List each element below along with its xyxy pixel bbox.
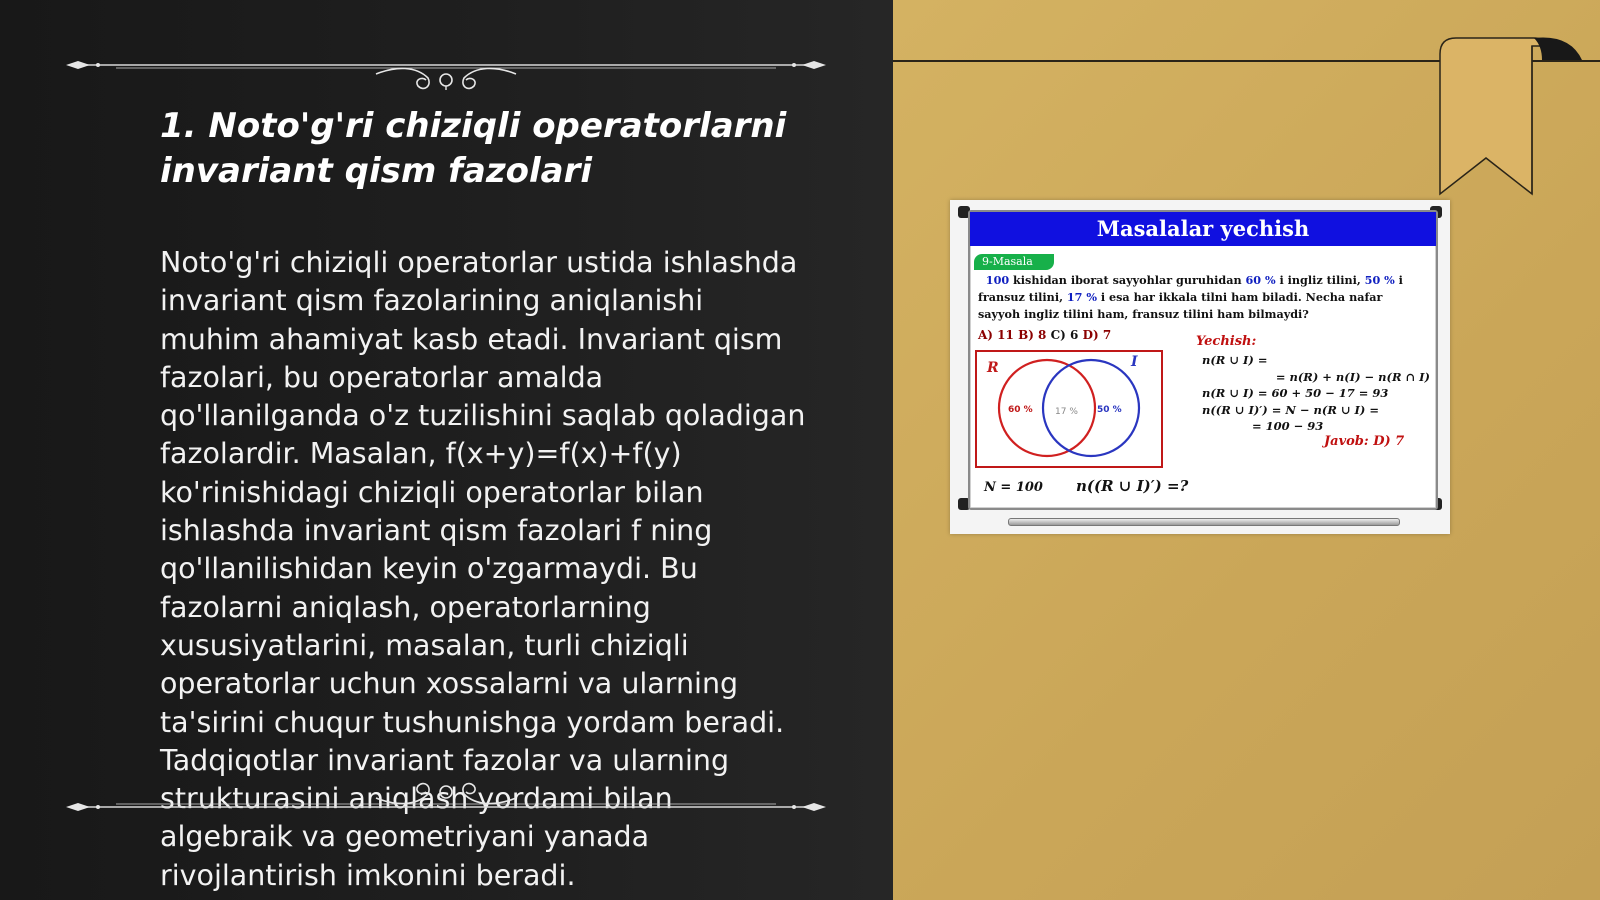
problem-part: i esa har ikkala tilni ham biladi. Necha nafar sayyoh ingliz tilini ham, fransuz tilini ham bilmaydi?	[978, 290, 1383, 321]
solution-formulas	[1202, 352, 1430, 435]
marker-tray	[1008, 518, 1400, 526]
formula-line: n((R ∪ I)′) = N − n(R ∪ I) =	[1202, 402, 1379, 417]
problem-pct-french: 50 %	[1364, 273, 1395, 287]
problem-pct-english: 60 %	[1245, 273, 1276, 287]
problem-part: kishidan iborat sayyohlar guruhidan	[1009, 273, 1246, 287]
answer-options	[978, 328, 1111, 342]
board-surface	[968, 210, 1438, 510]
whiteboard-image	[950, 200, 1450, 534]
problem-badge: 9-Masala	[974, 254, 1054, 270]
final-answer: Javob: D) 7	[1324, 434, 1405, 449]
venn-pct-both: 17 %	[1055, 407, 1078, 417]
question-formula: n((R ∪ I)′) =?	[1076, 477, 1189, 495]
problem-part: i ingliz tilini,	[1275, 273, 1365, 287]
problem-part: i fransuz tilini,	[978, 273, 1403, 304]
slide-body-text: Noto'g'ri chiziqli operatorlar ustida ishlashda invariant qism fazolarining aniqlanishi muhim ahamiyat kasb etadi. Invariant qism fazolari, bu operatorlar amalda qo'llanilganda o'z tuzilishini saqlab qoladigan fazolardir. Masalan, f(x+y)=f(x)+f(y) ko'rinishidagi chiziqli operatorlar bilan ishlashda invariant qism fazolari f ning qo'llanilishidan keyin o'zgarmaydi. Bu fazolarni aniqlash, operatorlarning xususiyatlarini, masalan, turli chiziqli operatorlar uchun xossalarni va ularning ta'sirini chuqur tushunishga yordam beradi. Tadqiqotlar invariant fazolar va ularning strukturasini aniqlash yordami bilan algebraik va geometriyani yanada rivojlantirish imkonini beradi.	[160, 246, 806, 892]
formula-line: = 100 − 93	[1252, 419, 1324, 434]
bookmark-ribbon	[1432, 34, 1592, 204]
answer-d: D) 7	[1082, 328, 1112, 342]
answer-b: B) 8	[1018, 328, 1047, 342]
venn-pct-i: 50 %	[1097, 405, 1122, 415]
answer-a: A) 11	[978, 328, 1014, 342]
solution-title: Yechish:	[1196, 334, 1257, 349]
problem-text	[978, 272, 1418, 323]
formula-line: n(R ∪ I) = 60 + 50 − 17 = 93	[1202, 386, 1389, 401]
formula-line: n(R ∪ I) =	[1202, 353, 1268, 367]
formula-line: = n(R) + n(I) − n(R ∩ I)	[1275, 369, 1430, 384]
venn-label-i: I	[1131, 354, 1138, 370]
n-total-label: N = 100	[984, 480, 1043, 495]
board-header: Masalalar yechish	[970, 212, 1436, 246]
answer-c: C) 6	[1050, 328, 1079, 342]
bottom-ornament	[66, 782, 826, 832]
problem-pct-both: 17 %	[1066, 290, 1097, 304]
top-ornament	[66, 40, 826, 90]
slide-title: 1. Noto'g'ri chiziqli operatorlarni invariant qism fazolari	[160, 106, 787, 191]
problem-total: 100	[985, 273, 1010, 287]
venn-label-r: R	[987, 360, 999, 376]
venn-pct-r: 60 %	[1008, 405, 1033, 415]
venn-diagram	[975, 350, 1165, 470]
